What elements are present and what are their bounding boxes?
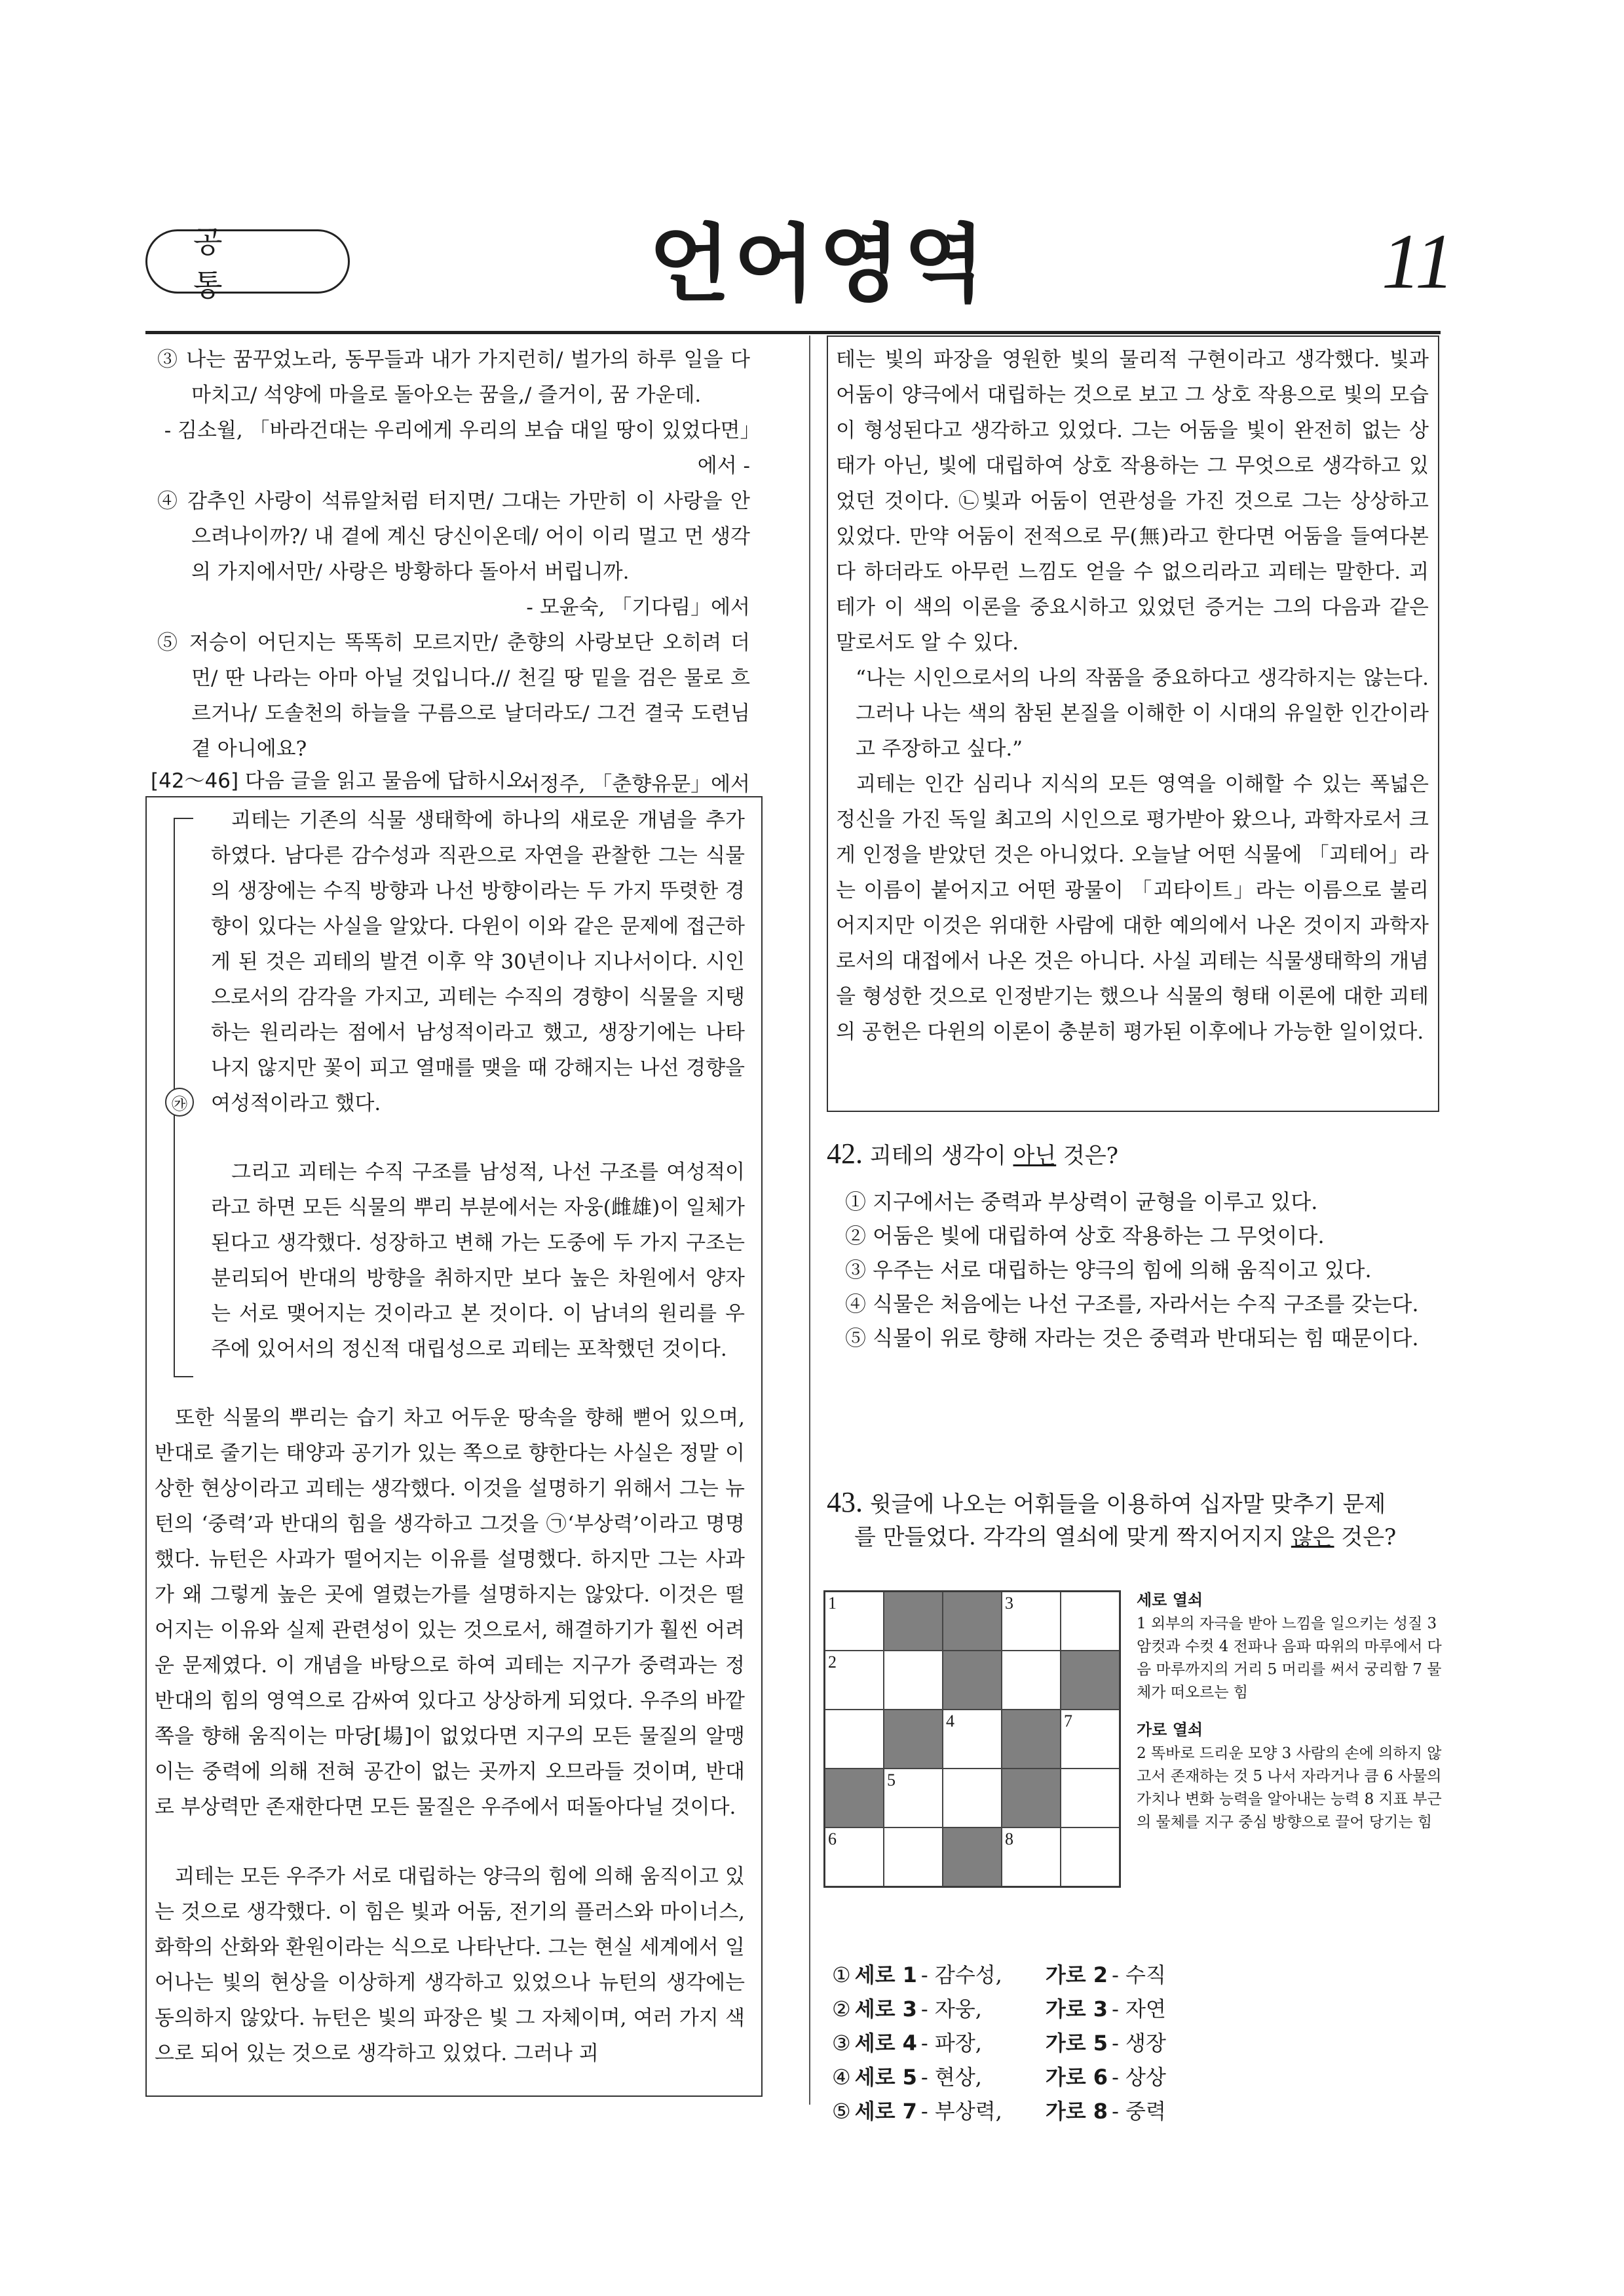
- answer-option-part: 가로 6: [1045, 2065, 1108, 2090]
- crossword-cell-number: 1: [828, 1594, 837, 1613]
- crossword-cell: [825, 1592, 884, 1651]
- answer-option-part: 세로 3: [854, 1997, 917, 2021]
- crossword-cell: [1061, 1827, 1120, 1886]
- goethe-quote: “나는 시인으로서의 나의 작품을 중요하다고 생각하지는 않는다. 그러나 나는 색의 참된 본질을 이해한 이 시대의 유일한 인간이라고 주장하고 싶다.”: [856, 666, 1429, 761]
- answer-option-part: - 중력: [1112, 2099, 1166, 2124]
- answer-option-part: 가로 3: [1045, 1997, 1108, 2021]
- crossword-hints: [1137, 1589, 1445, 1834]
- subject-badge: 공 통: [145, 229, 350, 294]
- crossword-cell: [884, 1651, 943, 1710]
- crossword-cell-number: 8: [1005, 1829, 1013, 1848]
- answer-option[interactable]: [832, 1992, 1170, 2026]
- crossword-black-cell: [1061, 1651, 1120, 1710]
- answer-option-part: 세로 7: [854, 2099, 917, 2124]
- crossword-cell: [1061, 1592, 1120, 1651]
- answer-option-part: 세로 4: [854, 2031, 917, 2056]
- across-clues-title: 가로 열쇠: [1137, 1721, 1203, 1739]
- question-42-number: 42.: [827, 1138, 863, 1170]
- option-4[interactable]: ④ 식물은 처음에는 나선 구조를, 자라서는 수직 구조를 갖는다.: [845, 1292, 1419, 1316]
- question-42-stem-underline: 아닌: [1013, 1143, 1057, 1169]
- poem-options: [157, 342, 750, 802]
- crossword-black-cell: [884, 1710, 943, 1769]
- answer-option-part: - 감수성,: [920, 1962, 1002, 1987]
- passage-paragraph-4: 괴테는 모든 우주가 서로 대립하는 양극의 힘에 의해 움직이고 있는 것으로 생각했다. 이 힘은 빛과 어둠, 전기의 플러스와 마이너스, 화학의 산화와 환원이라는 식으로 나타난다. 그는 현실 세계에서 일어나는 빛의 현상을 이상하게 생각하고 있었으나 뉴턴의 생각에는 동의하지 않았다. 뉴턴은 빛의 파장은 빛 그 자체이며, 여러 가지 색으로 되어 있는 것으로 생각하고 있었다. 그러나 괴: [155, 1865, 745, 2065]
- answer-option-part: ②: [832, 1997, 851, 2021]
- crossword-black-cell: [884, 1592, 943, 1651]
- crossword-cell: [884, 1827, 943, 1886]
- question-43-number: 43.: [827, 1486, 863, 1518]
- passage-paragraph-5: 테는 빛의 파장을 영원한 빛의 물리적 구현이라고 생각했다. 빛과 어둠이 양극에서 대립하는 것으로 보고 그 상호 작용으로 빛의 모습이 형성된다고 생각하고 있었다. 그는 어둠을 빛이 완전히 없는 상태가 아닌, 빛에 대립하여 상호 작용하는 그 무엇으로 생각하고 있었던 것이다. ㉡빛과 어둠이 연관성을 가진 것으로 그는 상상하고 있었다. 만약 어둠이 전적으로 무(無)라고 한다면 어둠을 들여다본다 하더라도 아무런 느낌도 얻을 수 없으리라고 괴테는 말한다. 괴테가 이 색의 이론을 중요시하고 있었던 증거는 그의 다음과 같은 말로서도 알 수 있다.: [836, 348, 1429, 655]
- down-clues-title: 세로 열쇠: [1137, 1591, 1203, 1609]
- passage-marker: ㉮: [165, 1088, 194, 1117]
- poem-source-3: - 김소월, 「바라건대는 우리에게 우리의 보습 대일 땅이 있었다면」에서 -: [164, 419, 750, 478]
- crossword-grid: [823, 1590, 1121, 1888]
- crossword-black-cell: [1002, 1710, 1061, 1769]
- crossword-cell-number: 5: [887, 1770, 896, 1789]
- answer-option[interactable]: [832, 2094, 1170, 2128]
- answer-option-part: ③: [832, 2031, 851, 2056]
- option-1[interactable]: ① 지구에서는 중력과 부상력이 균형을 이루고 있다.: [845, 1189, 1318, 1214]
- poem-option-5: ⑤ 저승이 어딘지는 똑똑히 모르지만/ 춘향의 사랑보단 오히려 더 먼/ 딴 나라는 아마 아닐 것입니다.// 천길 땅 밑을 검은 물로 흐르거나/ 도솔천의 하늘을 구름으로 날더라도/ 그건 결국 도련님 곁 아니에요?: [157, 631, 750, 761]
- crossword-cell-number: 3: [1005, 1594, 1013, 1613]
- answer-option-part: - 수직: [1112, 1962, 1166, 1987]
- question-43-stem: 윗글에 나오는 어휘들을 이용하여 십자말 맞추기 문제: [869, 1491, 1386, 1518]
- answer-option-part: - 파장,: [920, 2031, 982, 2056]
- option-5[interactable]: ⑤ 식물이 위로 향해 자라는 것은 중력과 반대되는 힘 때문이다.: [845, 1326, 1419, 1350]
- crossword-black-cell: [943, 1592, 1002, 1651]
- down-clues: 1 외부의 자극을 받아 느낌을 일으키는 성질 3 암컷과 수컷 4 전파나 음파 따위의 마루에서 다음 마루까지의 거리 5 머리를 써서 궁리함 7 물체가 떠오르는 힘: [1137, 1615, 1442, 1701]
- answer-option[interactable]: [832, 2026, 1170, 2060]
- crossword-cell-number: 2: [828, 1653, 837, 1672]
- page-title: 언어영역: [649, 216, 989, 313]
- option-2[interactable]: ② 어둠은 빛에 대립하여 상호 작용하는 그 무엇이다.: [845, 1223, 1325, 1248]
- poem-source-5: - 서정주, 「춘향유문」에서: [506, 773, 750, 796]
- answer-option-part: - 부상력,: [920, 2099, 1002, 2124]
- question-43-stem-end: 것은?: [1334, 1524, 1397, 1550]
- question-43: [827, 1486, 1443, 1554]
- crossword-cell: [943, 1769, 1002, 1827]
- answer-option-part: 세로 5: [854, 2065, 917, 2090]
- poem-source-4: - 모윤숙, 「기다림」에서: [526, 596, 750, 619]
- crossword-cell: [825, 1827, 884, 1886]
- question-43-stem-underline: 않은: [1291, 1524, 1334, 1550]
- answer-option-part: 가로 8: [1045, 2099, 1108, 2124]
- crossword-black-cell: [825, 1769, 884, 1827]
- question-43-stem-2: 를 만들었다. 각각의 열쇠에 맞게 짝지어지지: [854, 1524, 1291, 1550]
- crossword-cell: [1061, 1710, 1120, 1769]
- question-42: [827, 1137, 1443, 1170]
- page-number: 11: [1381, 218, 1454, 305]
- question-42-options: [845, 1185, 1435, 1355]
- answer-option-part: ①: [832, 1962, 851, 1987]
- crossword-cell: [1002, 1651, 1061, 1710]
- crossword-cell: [884, 1769, 943, 1827]
- crossword-cell: [825, 1651, 884, 1710]
- crossword-cell: [943, 1710, 1002, 1769]
- answer-option-part: - 상상: [1112, 2065, 1166, 2090]
- crossword-black-cell: [1002, 1769, 1061, 1827]
- across-clues: 2 똑바로 드리운 모양 3 사람의 손에 의하지 않고서 존재하는 것 5 나서 자라거나 큼 6 사물의 가치나 변화 능력을 알아내는 능력 8 지표 부근의 물체를 지구 중심 방향으로 끌어 당기는 힘: [1137, 1745, 1442, 1831]
- poem-option-3: ③ 나는 꿈꾸었노라, 동무들과 내가 가지런히/ 벌가의 하루 일을 다 마치고/ 석양에 마을로 돌아오는 꿈을,/ 즐거이, 꿈 가운데.: [157, 348, 750, 407]
- answer-option[interactable]: [832, 1958, 1170, 1992]
- answer-option[interactable]: [832, 2060, 1170, 2094]
- answer-option-part: ⑤: [832, 2099, 851, 2124]
- answer-option-part: 가로 2: [1045, 1962, 1108, 1987]
- passage-paragraph-2: 그리고 괴테는 수직 구조를 남성적, 나선 구조를 여성적이라고 하면 모든 식물의 뿌리 부분에서는 자웅(雌雄)이 일체가 된다고 생각했다. 성장하고 변해 가는 도중에 두 가지 구조는 분리되어 반대의 방향을 취하지만 보다 높은 차원에서 양자는 서로 맺어지는 것이라고 본 것이다. 이 남녀의 원리를 우주에 있어서의 정신적 대립성으로 괴테는 포착했던 것이다.: [211, 1160, 745, 1361]
- crossword-cell-number: 7: [1064, 1712, 1072, 1731]
- question-42-stem: 괴테의 생각이: [869, 1143, 1013, 1169]
- passage-paragraph-6: 괴테는 인간 심리나 지식의 모든 영역을 이해할 수 있는 폭넓은 정신을 가진 독일 최고의 시인으로 평가받아 왔으나, 과학자로서 크게 인정을 받았던 것은 아니었다. 오늘날 어떤 식물에 「괴테어」라는 이름이 붙어지고 어떤 광물이 「괴타이트」라는 이름으로 불리어지지만 이것은 위대한 사람에 대한 예의에서 나온 것이지 과학자로서의 대접에서 나온 것은 아니다. 사실 괴테는 식물생태학의 개념을 형성한 것으로 인정받기는 했으나 식물의 형태 이론에 대한 괴테의 공헌은 다윈의 이론이 충분히 평가된 이후에나 가능한 일이었다.: [836, 773, 1429, 1044]
- question-instruction: [42～46] 다음 글을 읽고 물음에 답하시오.: [151, 769, 533, 793]
- question-42-stem-end: 것은?: [1056, 1143, 1118, 1169]
- answer-option-part: - 자연: [1112, 1997, 1166, 2021]
- passage-paragraph-1: 괴테는 기존의 식물 생태학에 하나의 새로운 개념을 추가하였다. 남다른 감수성과 직관으로 자연을 관찰한 그는 식물의 생장에는 수직 방향과 나선 방향이라는 두 가지 뚜렷한 경향이 있다는 사실을 알았다. 다윈이 이와 같은 문제에 접근하게 된 것은 괴테의 발견 이후 약 30년이나 지나서이다. 시인으로서의 감각을 가지고, 괴테는 수직의 경향이 식물을 지탱하는 원리라는 점에서 남성적이라고 했고, 생장기에는 나타나지 않지만 꽃이 피고 열매를 맺을 때 강해지는 나선 경향을 여성적이라고 했다.: [211, 809, 745, 1115]
- answer-options: [832, 1958, 1170, 2128]
- crossword-cell: [1002, 1592, 1061, 1651]
- crossword-cell: [1002, 1827, 1061, 1886]
- crossword-black-cell: [943, 1651, 1002, 1710]
- header-rule: [145, 331, 1441, 334]
- answer-option-part: 세로 1: [854, 1962, 917, 1987]
- answer-option-part: 가로 5: [1045, 2031, 1108, 2056]
- poem-option-4: ④ 감추인 사랑이 석류알처럼 터지면/ 그대는 가만히 이 사랑을 안으려나이까?/ 내 곁에 계신 당신이온데/ 어이 이리 멀고 먼 생각의 가지에서만/ 사랑은 방황하다 돌아서 버립니까.: [157, 489, 750, 584]
- column-divider: [809, 335, 810, 2105]
- answer-option-part: - 생장: [1112, 2031, 1166, 2056]
- crossword-cell: [825, 1710, 884, 1769]
- answer-option-part: - 현상,: [920, 2065, 982, 2090]
- crossword-cell-number: 4: [946, 1712, 954, 1731]
- crossword-cell: [1061, 1769, 1120, 1827]
- answer-option-part: - 자웅,: [920, 1997, 982, 2021]
- crossword-black-cell: [943, 1827, 1002, 1886]
- option-3[interactable]: ③ 우주는 서로 대립하는 양극의 힘에 의해 움직이고 있다.: [845, 1257, 1372, 1282]
- passage-paragraph-3: 또한 식물의 뿌리는 습기 차고 어두운 땅속을 향해 뻗어 있으며, 반대로 줄기는 태양과 공기가 있는 쪽으로 향한다는 사실은 정말 이상한 현상이라고 괴테는 생각했다. 이것을 설명하기 위해서 그는 뉴턴의 ‘중력’과 반대의 힘을 생각하고 그것을 ㉠‘부상력’이라고 명명했다. 뉴턴은 사과가 떨어지는 이유를 설명했다. 하지만 그는 사과가 왜 그렇게 높은 곳에 열렸는가를 설명하지는 않았다. 이것은 떨어지는 이유와 실제 관련성이 있는 것으로서, 해결하기가 훨씬 어려운 문제였다. 이 개념을 바탕으로 하여 괴테는 지구가 중력과는 정반대의 힘의 영역으로 감싸여 있다고 상상하게 되었다. 우주의 바깥쪽을 향해 움직이는 마당[場]이 없었다면 지구의 모든 물질의 알맹이는 중력에 의해 전혀 공간이 없는 곳까지 오므라들 것이며, 반대로 부상력만 존재한다면 모든 물질은 우주에서 떠돌아다닐 것이다.: [155, 1406, 745, 1819]
- answer-option-part: ④: [832, 2065, 851, 2090]
- crossword-cell-number: 6: [828, 1829, 837, 1848]
